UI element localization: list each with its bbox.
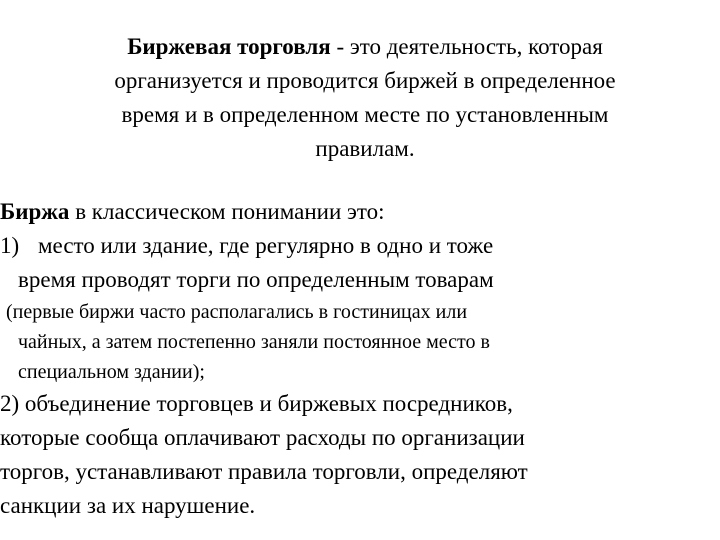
item-1-line-2: время проводят торги по определенным товарам: [18, 267, 494, 292]
intro-paragraph: [30, 30, 700, 166]
intro-line-2: организуется и проводится биржей в определенное: [114, 68, 616, 93]
item-1-number: 1): [0, 233, 20, 258]
intro-line-3: время и в определенном месте по установленным: [121, 102, 609, 127]
intro-line-4: правилам.: [315, 136, 415, 161]
definition-lead: [0, 195, 712, 229]
item-1-line-1: [0, 229, 712, 263]
definition-term: Биржа: [0, 199, 70, 224]
item-2: [0, 387, 712, 523]
item-2-line-1: 2) объединение торговцев и биржевых посредников,: [0, 391, 513, 416]
note-line-3: специальном здании);: [18, 361, 205, 383]
definition-lead-text: в классическом понимании это:: [69, 199, 385, 224]
intro-line-1: [30, 30, 700, 64]
item-2-line-3: торгов, устанавливают правила торговли, определяют: [0, 459, 528, 484]
item-2-line-4: санкции за их нарушение.: [0, 493, 256, 518]
item-2-line-2: которые сообща оплачивают расходы по организации: [0, 425, 525, 450]
definition-section: [0, 195, 712, 523]
intro-text: - это деятельность, которая: [330, 34, 603, 59]
note-line-2: чайных, а затем постепенно заняли постоянное место в: [18, 331, 490, 353]
note-line-1: (первые биржи часто располагались в гостиницах или: [6, 301, 468, 323]
intro-term: Биржевая торговля: [127, 34, 331, 59]
item-1-text: место или здание, где регулярно в одно и тоже: [38, 233, 494, 258]
